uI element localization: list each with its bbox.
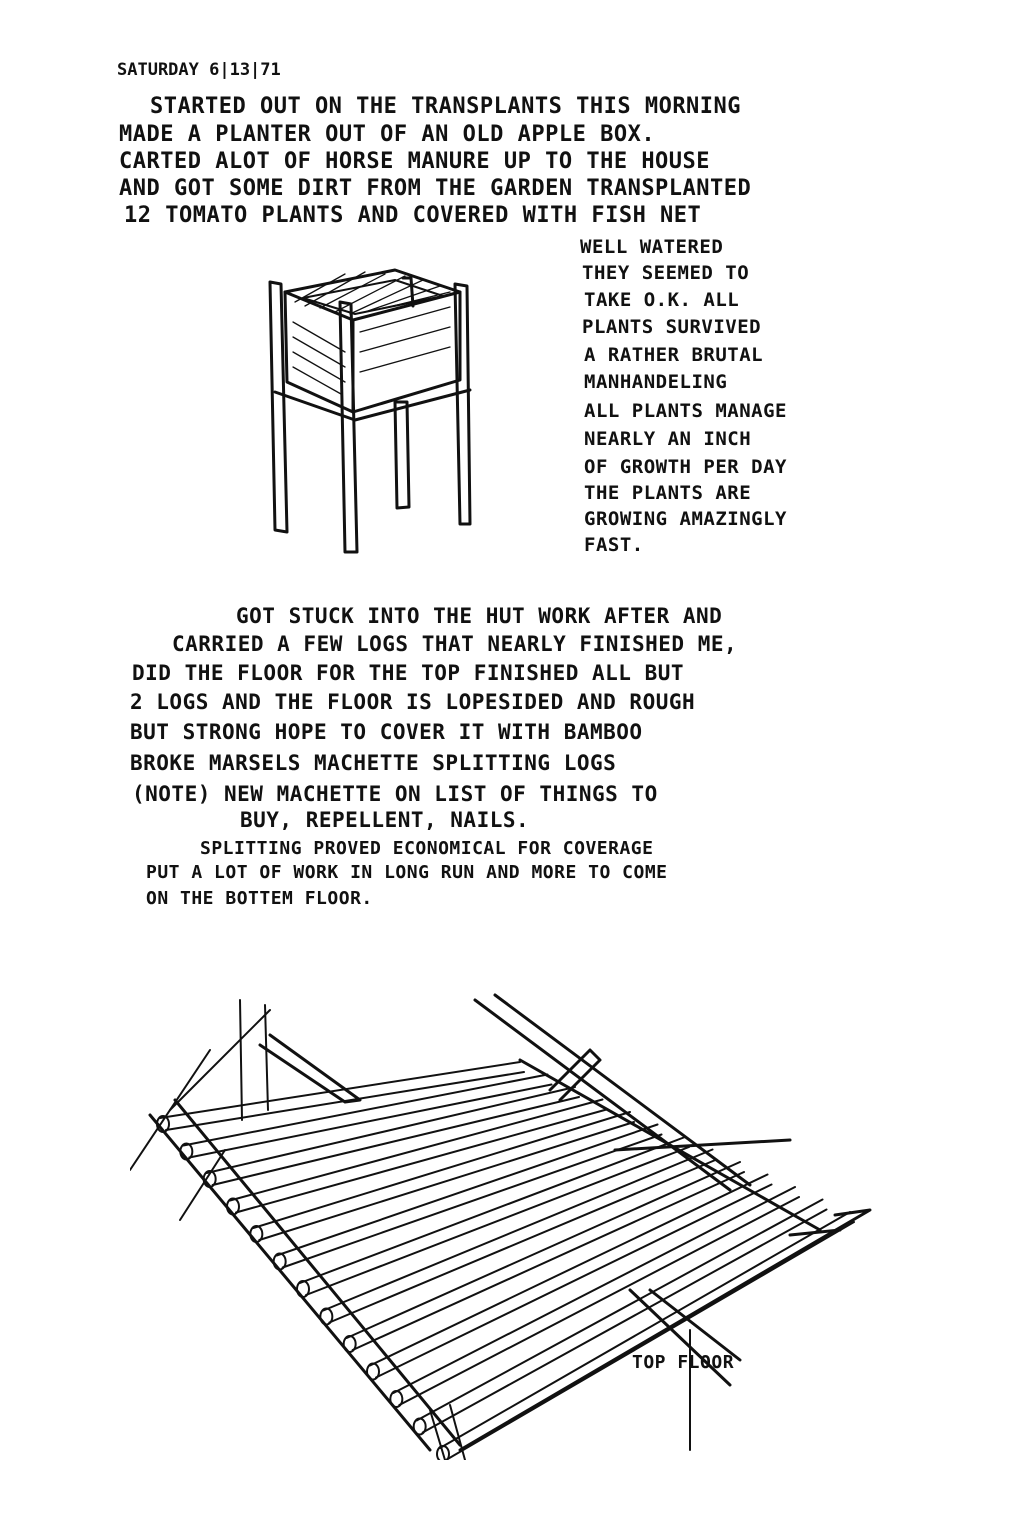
entry1-line-2: MADE A PLANTER OUT OF AN OLD APPLE BOX.	[119, 122, 656, 147]
side-line-6: MANHANDELING	[584, 371, 728, 393]
entry2-line-2: CARRIED A FEW LOGS THAT NEARLY FINISHED ME,	[172, 632, 738, 656]
entry2-line-4: 2 LOGS AND THE FLOOR IS LOPESIDED AND ROUGH	[130, 690, 696, 714]
entry2-line-5: BUT STRONG HOPE TO COVER IT WITH BAMBOO	[130, 720, 643, 744]
top-floor-sketch	[130, 990, 890, 1460]
top-floor-label: TOP FLOOR	[632, 1352, 735, 1373]
entry1-line-4: AND GOT SOME DIRT FROM THE GARDEN TRANSPLANTED	[119, 176, 752, 201]
entry2-line-8: BUY, REPELLENT, NAILS.	[240, 808, 530, 832]
side-line-12: FAST.	[584, 534, 644, 556]
side-line-7: ALL PLANTS MANAGE	[584, 400, 787, 422]
side-line-10: THE PLANTS ARE	[584, 482, 752, 504]
side-line-1: WELL WATERED	[580, 236, 724, 258]
entry-date: SATURDAY 6|13|71	[117, 60, 281, 80]
entry3-line-3: ON THE BOTTEM FLOOR.	[146, 888, 373, 909]
side-line-4: PLANTS SURVIVED	[582, 316, 762, 338]
side-line-3: TAKE O.K. ALL	[584, 289, 740, 311]
entry1-line-3: CARTED ALOT OF HORSE MANURE UP TO THE HOUSE	[119, 149, 711, 174]
side-line-8: NEARLY AN INCH	[584, 428, 752, 450]
entry2-line-3: DID THE FLOOR FOR THE TOP FINISHED ALL BUT	[132, 661, 685, 685]
entry2-line-6: BROKE MARSELS MACHETTE SPLITTING LOGS	[130, 751, 617, 775]
planter-sketch	[245, 262, 485, 562]
side-line-11: GROWING AMAZINGLY	[584, 508, 787, 530]
side-line-9: OF GROWTH PER DAY	[584, 456, 787, 478]
side-line-5: A RATHER BRUTAL	[584, 344, 764, 366]
entry3-line-1: SPLITTING PROVED ECONOMICAL FOR COVERAGE	[200, 838, 654, 859]
side-line-2: THEY SEEMED TO	[582, 262, 750, 284]
entry1-line-1: STARTED OUT ON THE TRANSPLANTS THIS MORNING	[150, 94, 742, 119]
entry2-line-7: (NOTE) NEW MACHETTE ON LIST OF THINGS TO	[132, 782, 658, 806]
entry3-line-2: PUT A LOT OF WORK IN LONG RUN AND MORE TO COME	[146, 862, 668, 883]
entry2-line-1: GOT STUCK INTO THE HUT WORK AFTER AND	[236, 604, 723, 628]
entry1-line-5: 12 TOMATO PLANTS AND COVERED WITH FISH NET	[124, 203, 702, 228]
